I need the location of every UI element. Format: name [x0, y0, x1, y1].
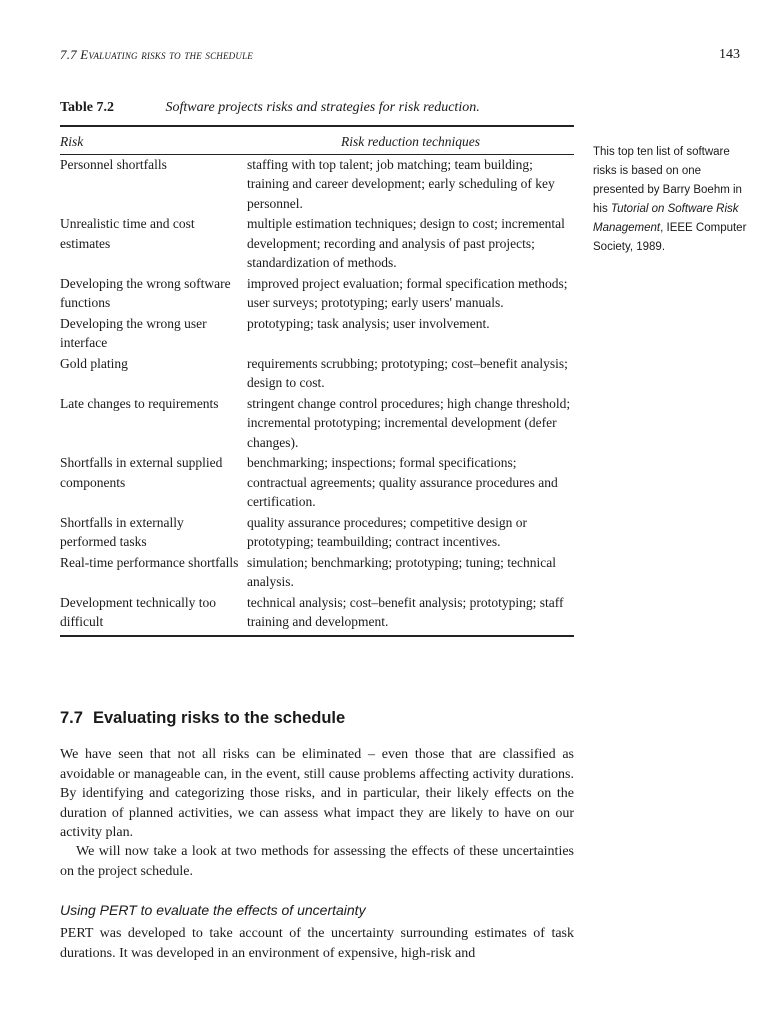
- body-paragraph: We have seen that not all risks can be eliminated – even those that are classified as avoidable or manageable can, in the event, still cause problems affecting activity durations. By identifying and categorizing those risks, and in particular, their likely effects on the duration of planned activities, we can assess what impact they are likely to have on our activity plan.: [60, 747, 574, 840]
- section-title: Evaluating risks to the schedule: [93, 709, 346, 727]
- table-caption-text: Software projects risks and strategies for risk reduction.: [165, 100, 480, 115]
- margin-note: [593, 143, 753, 257]
- column-header-techniques: Risk reduction techniques: [247, 126, 574, 154]
- techniques-cell: improved project evaluation; formal specification methods; user surveys; prototyping; early users' manuals.: [247, 275, 568, 310]
- margin-note-text-2: , IEEE Computer Society, 1989.: [593, 222, 747, 253]
- margin-note-citation-title: Tutorial on Software Risk Management: [593, 203, 739, 234]
- table-row: [60, 593, 574, 636]
- running-title: 7.7 Evaluating risks to the schedule: [60, 47, 253, 62]
- table-row: [60, 154, 574, 214]
- subsection-heading: Using PERT to evaluate the effects of uncertainty: [60, 902, 366, 918]
- table-caption: [60, 100, 580, 116]
- techniques-cell: stringent change control procedures; high change threshold; incremental prototyping; incremental development (defer changes).: [247, 395, 571, 450]
- risk-cell: Development technically too difficult: [60, 593, 247, 636]
- body-paragraph: We will now take a look at two methods for assessing the effects of these uncertainties on the project schedule.: [60, 844, 574, 879]
- risk-cell: Unrealistic time and cost estimates: [60, 216, 195, 251]
- margin-note-text-1: This top ten list of software risks is based on one presented by Barry Boehm in his: [593, 146, 742, 215]
- table-row: [60, 394, 574, 454]
- risk-cell: Real-time performance shortfalls: [60, 554, 239, 570]
- section-number: 7.7: [60, 709, 83, 727]
- section-heading: [60, 709, 345, 728]
- risk-cell: Shortfalls in externally performed tasks: [60, 514, 184, 549]
- techniques-cell: quality assurance procedures; competitive design or prototyping; teambuilding; contract incentives.: [247, 514, 528, 549]
- risk-cell: Personnel shortfalls: [60, 156, 167, 172]
- table-row: [60, 354, 574, 394]
- techniques-cell: requirements scrubbing; prototyping; cost–benefit analysis; design to cost.: [247, 355, 568, 390]
- risk-cell: Shortfalls in external supplied components: [60, 455, 223, 490]
- table-row: [60, 553, 574, 593]
- table-row: [60, 513, 574, 553]
- table-row: [60, 274, 574, 314]
- column-header-risk: Risk: [60, 126, 247, 154]
- running-head: [60, 47, 740, 67]
- risk-cell: Late changes to requirements: [60, 395, 219, 411]
- table-header-row: [60, 126, 574, 154]
- techniques-cell: prototyping; task analysis; user involvement.: [247, 315, 490, 331]
- table-caption-label: Table 7.2: [60, 100, 114, 115]
- table-row: [60, 214, 574, 274]
- techniques-cell: multiple estimation techniques; design to cost; incremental development; recording and analysis of past projects; standardization of methods.: [247, 216, 565, 270]
- techniques-cell: technical analysis; cost–benefit analysis; prototyping; staff training and development.: [247, 593, 574, 636]
- techniques-cell: simulation; benchmarking; prototyping; tuning; technical analysis.: [247, 554, 556, 589]
- table-row: [60, 314, 574, 354]
- risk-cell: Developing the wrong software functions: [60, 275, 231, 310]
- techniques-cell: staffing with top talent; job matching; team building; training and career development; early scheduling of key personnel.: [247, 156, 555, 211]
- table-row: [60, 453, 574, 513]
- techniques-cell: benchmarking; inspections; formal specifications; contractual agreements; quality assurance procedures and certification.: [247, 455, 558, 509]
- risk-table: [60, 125, 574, 637]
- risk-cell: Developing the wrong user interface: [60, 315, 207, 350]
- risk-cell: Gold plating: [60, 355, 128, 371]
- page-number: 143: [719, 47, 740, 62]
- body-paragraph: PERT was developed to take account of the uncertainty surrounding estimates of task durations. It was developed in an environment of expensive, high-risk and: [60, 926, 574, 961]
